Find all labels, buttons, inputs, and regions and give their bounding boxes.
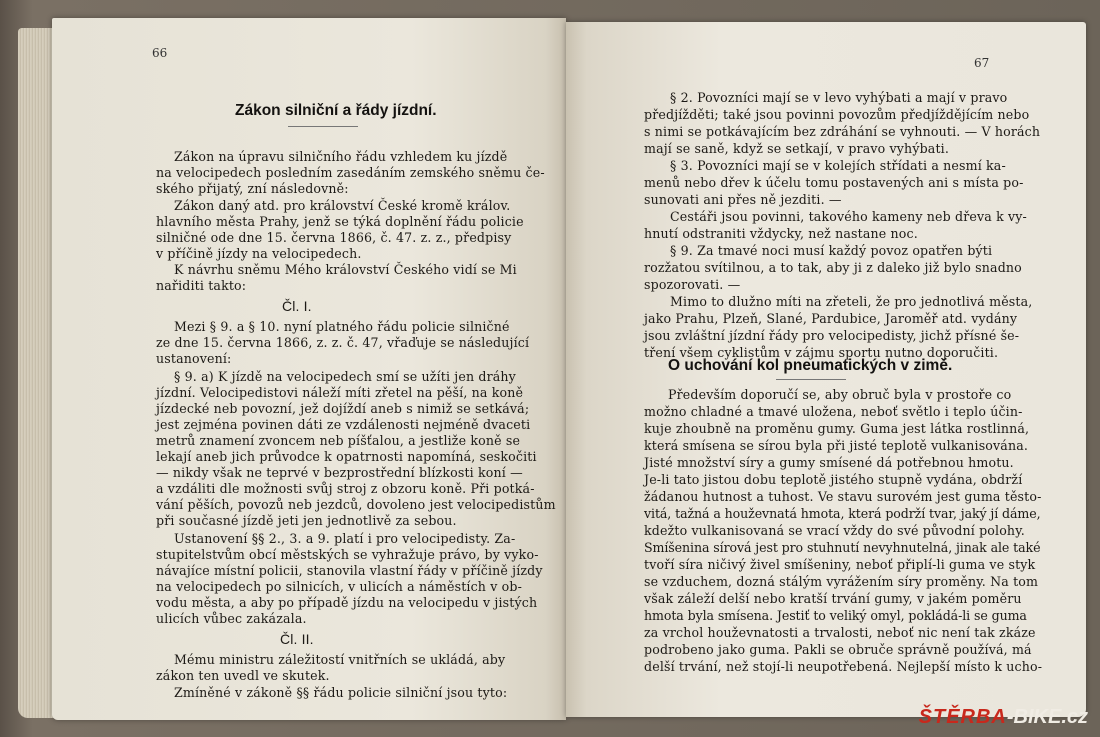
title-rule <box>776 379 846 380</box>
text-line: kuje zhoubně na proměnu gumy. Guma jest látka rostlinná, <box>644 421 1030 436</box>
text-line: spozorovati. — <box>644 277 741 292</box>
text-line: sunovati ani přes ně jezditi. — <box>644 192 842 207</box>
text-line: rozžatou svítilnou, a to tak, aby ji z daleko již bylo snadno <box>644 260 1022 275</box>
text-line: tření všem cyklistům v zájmu sportu nutno doporučiti. <box>644 345 999 360</box>
left-page-number: 66 <box>152 46 168 60</box>
text-line: Smíšenina sírová jest pro stuhnutí nevyhnutelná, jinak ale také <box>644 540 1041 555</box>
title-rule <box>288 126 358 127</box>
text-line: ze dne 15. června 1866, z. z. č. 47, vřaďuje se následující <box>156 335 530 350</box>
right-page-title: O uchování kol pneumatických v zimě. <box>668 357 953 374</box>
text-line: jest zejména povinen dáti ze vzdálenosti nejméně dvaceti <box>156 417 531 432</box>
text-line: Zákon daný atd. pro království České kromě králov. <box>174 198 511 213</box>
text-line: Cestáři jsou povinni, takového kameny neb dřeva k vy- <box>670 209 1027 224</box>
text-line: návajíce místní policii, stanovila vlastní řády v příčině jízdy <box>156 563 543 578</box>
text-line: menů nebo dřev k účelu tomu postavených ani s místa po- <box>644 175 1024 190</box>
left-page <box>52 18 566 720</box>
right-page-number: 67 <box>974 56 990 70</box>
watermark-part2: -BIKE.cz <box>1006 706 1088 728</box>
text-line: jízdecké neb povozní, jež dojíždí aneb s nimiž se setkává; <box>156 401 530 416</box>
text-line: § 2. Povozníci mají se v levo vyhýbati a mají v pravo <box>670 90 1008 105</box>
watermark-part1: ŠTĚRBA <box>918 706 1007 728</box>
text-line: Mimo to dlužno míti na zřeteli, že pro jednotlivá města, <box>670 294 1033 309</box>
text-line: na velocipedech po silnicích, v ulicích a náměstích v ob- <box>156 579 522 594</box>
text-line: metrů znamení zvoncem neb píšťalou, a jestliže koně se <box>156 433 521 448</box>
text-line: ulicích vůbec zakázala. <box>156 611 307 626</box>
watermark-logo <box>919 706 1088 729</box>
text-line: Mému ministru záležitostí vnitřních se ukládá, aby <box>174 652 506 667</box>
text-line: Mezi § 9. a § 10. nyní platného řádu policie silničné <box>174 319 510 334</box>
text-line: lekají aneb jich průvodce k opatrnosti napomíná, seskočiti <box>156 449 537 464</box>
text-line: delší trvání, než stojí-li neupotřebená. Nejlepší místo k ucho- <box>644 659 1043 674</box>
text-line: jsou zvláštní jízdní řády pro velocipedisty, jichž přísné še- <box>644 328 1020 343</box>
text-line: nařiditi takto: <box>156 278 247 293</box>
text-line: jako Prahu, Plzeň, Slané, Pardubice, Jaroměř atd. vydány <box>644 311 1018 326</box>
text-line: § 9. Za tmavé noci musí každý povoz opatřen býti <box>670 243 993 258</box>
text-line: která smísena se sírou byla při jisté teplotě vulkanisována. <box>644 438 1029 453</box>
text-line: při současné jízdě jeti jen jednotlivě za sebou. <box>156 513 457 528</box>
text-line: K návrhu sněmu Mého království Českého vidí se Mi <box>174 262 517 277</box>
text-line: stupitelstvům obcí městských se vyhražuje právo, by vyko- <box>156 547 539 562</box>
text-line: kdežto vulkanisovaná se vrací vždy do své původní polohy. <box>644 523 1025 538</box>
text-line: Zmíněné v zákoně §§ řádu policie silniční jsou tyto: <box>174 685 508 700</box>
text-line: a vzdáliti dle možnosti svůj stroj z obzoru koně. Při potká- <box>156 481 535 496</box>
article-heading: Čl. II. <box>280 631 314 647</box>
text-line: za vrchol houževnatosti a trvalosti, neboť nic není tak zkáze <box>644 625 1036 640</box>
text-line: § 3. Povozníci mají se v kolejích střídati a nesmí ka- <box>670 158 1006 173</box>
text-line: Zákon na úpravu silničního řádu vzhledem ku jízdě <box>174 149 508 164</box>
article-heading: Čl. I. <box>282 298 312 314</box>
text-line: Je-li tato jistou dobu teplotě jistého stupně vydána, obdrží <box>644 472 1023 487</box>
text-line: s nimi se potkávajícím bez zdráhání se vyhnouti. — V horách <box>644 124 1041 139</box>
text-line: v příčině jízdy na velocipedech. <box>156 246 362 261</box>
text-line: však záleží delší nebo kratší trvání gumy, v jakém poměru <box>644 591 1022 606</box>
text-line: mají se saně, když se setkají, v pravo vyhýbati. <box>644 141 949 156</box>
text-line: žádanou hutnost a tuhost. Ve stavu surovém jest guma těsto- <box>644 489 1042 504</box>
text-line: silničné ode dne 15. června 1866, č. 47. z. z., předpisy <box>156 230 512 245</box>
text-line: možno chladné a tmavé uložena, neboť světlo i teplo účin- <box>644 404 1023 419</box>
text-line: tvoří síra ničivý živel smíšeniny, neboť připlí-li guma ve styk <box>644 557 1036 572</box>
text-line: hnutí odstraniti vždycky, než nastane noc. <box>644 226 918 241</box>
text-line: vitá, tažná a houževnatá hmota, která podrží tvar, jaký jí dáme, <box>644 506 1041 521</box>
text-line: vodu města, a aby po případě jízdu na velocipedu v jistých <box>156 595 538 610</box>
text-line: ustanovení: <box>156 351 232 366</box>
text-line: Především doporučí se, aby obruč byla v prostoře co <box>668 387 1012 402</box>
text-line: hlavního města Prahy, jenž se týká doplnění řádu policie <box>156 214 524 229</box>
text-line: na velocipedech posledním zasedáním zemského sněmu če- <box>156 165 545 180</box>
text-line: ského přijatý, zní následovně: <box>156 181 349 196</box>
text-line: — nikdy však ne teprvé v bezprostřední blízkosti koní — <box>156 465 523 480</box>
text-line: se vzduchem, dozná stálým vyrážením síry proměny. Na tom <box>644 574 1039 589</box>
text-line: podrobeno jako guma. Pakli se obruče správně používá, má <box>644 642 1032 657</box>
left-page-title: Zákon silniční a řády jízdní. <box>235 102 437 119</box>
text-line: zákon ten uvedl ve skutek. <box>156 668 330 683</box>
text-line: předjížděti; také jsou povinni povozům předjíždějícím nebo <box>644 107 1030 122</box>
text-line: jízdní. Velocipedistovi náleží míti zřetel na pěší, na koně <box>156 385 524 400</box>
text-line: vání pěších, povozů neb jezdců, dovoleno jest velocipedistům <box>156 497 556 512</box>
text-line: Jisté množství síry a gumy smísené dá potřebnou hmotu. <box>644 455 1014 470</box>
text-line: Ustanovení §§ 2., 3. a 9. platí i pro velocipedisty. Za- <box>174 531 516 546</box>
right-page <box>566 22 1086 717</box>
text-line: § 9. a) K jízdě na velocipedech smí se užíti jen dráhy <box>174 369 516 384</box>
text-line: hmota byla smísena. Jestiť to veliký omyl, pokládá-li se guma <box>644 608 1027 623</box>
